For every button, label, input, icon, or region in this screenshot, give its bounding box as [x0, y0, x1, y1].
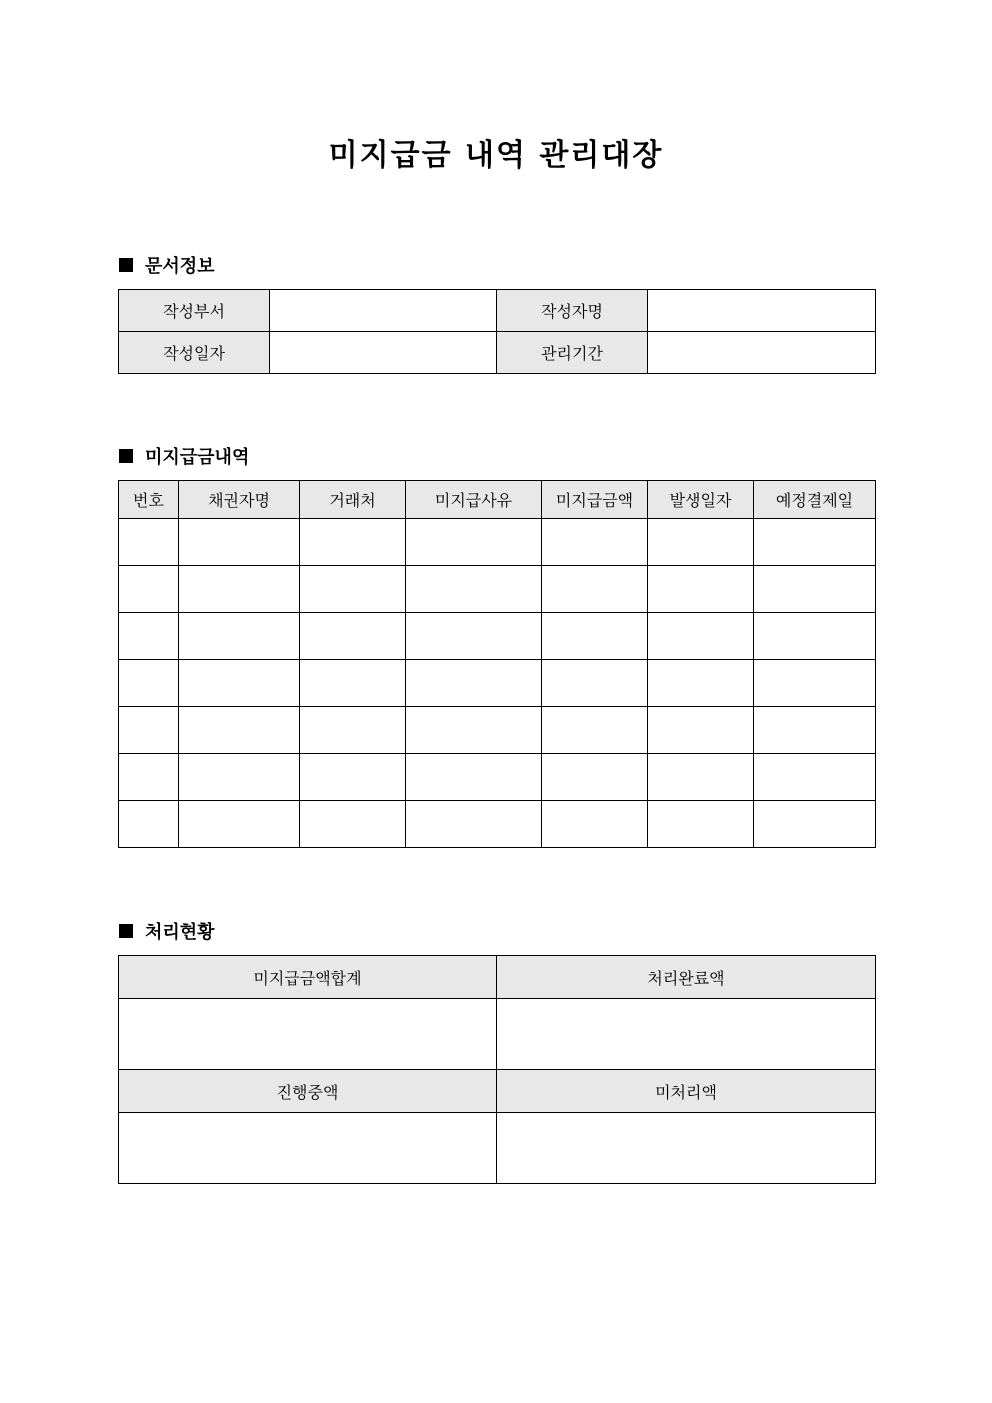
author-name-label: 작성자명 [497, 290, 648, 332]
author-dept-field[interactable] [270, 290, 497, 332]
table-cell[interactable] [179, 660, 300, 707]
table-row [119, 707, 876, 754]
section-heading-label: 처리현황 [145, 922, 215, 943]
table-cell[interactable] [179, 707, 300, 754]
table-cell[interactable] [542, 754, 648, 801]
table-cell[interactable] [179, 519, 300, 566]
table-cell[interactable] [542, 660, 648, 707]
column-header-creditor: 채권자명 [179, 481, 300, 519]
column-header-amount: 미지급금액 [542, 481, 648, 519]
unprocessed-amount-field[interactable] [497, 1113, 876, 1184]
author-name-field[interactable] [648, 290, 876, 332]
section-heading-doc-info [119, 253, 215, 277]
table-row [119, 332, 876, 374]
square-bullet-icon [119, 924, 133, 938]
completed-amount-label: 처리완료액 [497, 956, 876, 999]
table-cell[interactable] [648, 519, 754, 566]
table-cell[interactable] [179, 613, 300, 660]
square-bullet-icon [119, 449, 133, 463]
table-cell[interactable] [648, 801, 754, 848]
table-cell[interactable] [754, 613, 876, 660]
column-header-due-date: 예정결제일 [754, 481, 876, 519]
table-cell[interactable] [119, 660, 179, 707]
table-cell[interactable] [179, 754, 300, 801]
table-cell[interactable] [754, 801, 876, 848]
table-cell[interactable] [300, 707, 406, 754]
page-title: 미지급금 내역 관리대장 [328, 138, 664, 173]
created-date-field[interactable] [270, 332, 497, 374]
table-cell[interactable] [300, 613, 406, 660]
table-cell[interactable] [754, 707, 876, 754]
author-dept-label: 작성부서 [119, 290, 270, 332]
section-heading-label: 미지급금내역 [145, 447, 250, 468]
table-cell[interactable] [648, 613, 754, 660]
table-cell[interactable] [119, 613, 179, 660]
section-heading-status [119, 919, 215, 943]
table-cell[interactable] [406, 801, 542, 848]
table-cell[interactable] [542, 519, 648, 566]
total-amount-label: 미지급금액합계 [119, 956, 497, 999]
table-cell[interactable] [542, 707, 648, 754]
table-cell[interactable] [119, 519, 179, 566]
square-bullet-icon [119, 258, 133, 272]
table-header-row [119, 481, 876, 519]
table-cell[interactable] [754, 660, 876, 707]
table-cell[interactable] [754, 566, 876, 613]
table-cell[interactable] [648, 707, 754, 754]
table-cell[interactable] [300, 801, 406, 848]
table-cell[interactable] [119, 566, 179, 613]
section-heading-label: 문서정보 [145, 256, 215, 277]
table-cell[interactable] [648, 566, 754, 613]
table-cell[interactable] [179, 801, 300, 848]
table-cell[interactable] [406, 660, 542, 707]
table-cell[interactable] [300, 566, 406, 613]
table-cell[interactable] [542, 801, 648, 848]
column-header-number: 번호 [119, 481, 179, 519]
table-cell[interactable] [542, 566, 648, 613]
table-cell[interactable] [406, 754, 542, 801]
payables-table [118, 480, 876, 848]
table-row [119, 613, 876, 660]
table-cell[interactable] [300, 754, 406, 801]
table-cell[interactable] [179, 566, 300, 613]
table-cell[interactable] [648, 754, 754, 801]
column-header-occurred-date: 발생일자 [648, 481, 754, 519]
table-cell[interactable] [406, 566, 542, 613]
table-row [119, 801, 876, 848]
management-period-field[interactable] [648, 332, 876, 374]
table-cell[interactable] [300, 660, 406, 707]
table-row [119, 754, 876, 801]
completed-amount-field[interactable] [497, 999, 876, 1070]
in-progress-amount-field[interactable] [119, 1113, 497, 1184]
table-cell[interactable] [542, 613, 648, 660]
total-amount-field[interactable] [119, 999, 497, 1070]
table-row [119, 519, 876, 566]
table-cell[interactable] [406, 613, 542, 660]
table-cell[interactable] [119, 801, 179, 848]
doc-info-table [118, 289, 876, 374]
unprocessed-amount-label: 미처리액 [497, 1070, 876, 1113]
table-cell[interactable] [300, 519, 406, 566]
table-row [119, 660, 876, 707]
in-progress-amount-label: 진행중액 [119, 1070, 497, 1113]
table-cell[interactable] [406, 519, 542, 566]
column-header-reason: 미지급사유 [406, 481, 542, 519]
table-cell[interactable] [406, 707, 542, 754]
created-date-label: 작성일자 [119, 332, 270, 374]
section-heading-payables [119, 444, 249, 468]
table-row [119, 999, 876, 1070]
table-row [119, 1113, 876, 1184]
table-header-row [119, 956, 876, 999]
table-cell[interactable] [754, 519, 876, 566]
table-cell[interactable] [754, 754, 876, 801]
table-header-row [119, 1070, 876, 1113]
table-cell[interactable] [648, 660, 754, 707]
table-cell[interactable] [119, 707, 179, 754]
table-cell[interactable] [119, 754, 179, 801]
table-row [119, 290, 876, 332]
status-table [118, 955, 876, 1184]
column-header-client: 거래처 [300, 481, 406, 519]
table-row [119, 566, 876, 613]
management-period-label: 관리기간 [497, 332, 648, 374]
